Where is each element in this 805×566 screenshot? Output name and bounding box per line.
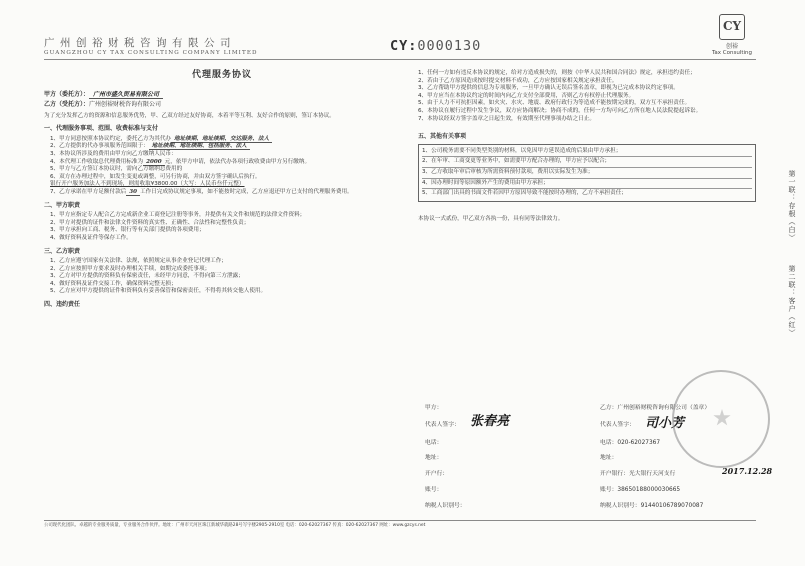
clause-1-7: 7、乙方承诺在甲方足额付款后 30 工作日完成协议规定事项，如不能按时完成，乙方应退还甲方已支付的代理服务费用。 — [50, 188, 353, 195]
party-b-bank: 开户银行：光大银行天河支行 — [600, 471, 676, 477]
party-a-name: 广州市盛久贸易有限公司 — [89, 91, 163, 99]
party-a-signature: 张春亮 — [470, 414, 510, 429]
liability-4: 4、甲方应当在本协议约定的时间内向乙方支付全部费用，否则乙方有权停止代理服务。 — [418, 92, 635, 99]
document-title: 代理服务协议 — [191, 70, 252, 80]
party-b-sign-label: 乙方：广州创裕财税咨询有限公司（盖章） — [600, 405, 711, 411]
section-3-heading: 三、乙方职责 — [44, 247, 81, 255]
clause-1-3: 3、本协议所涉及的费用由甲方向乙方缴纳人民币： — [50, 150, 177, 157]
party-b-rep-label: 代表人签字： — [600, 422, 635, 428]
logo-text-cn: 创裕 — [725, 43, 738, 50]
footer-divider — [44, 520, 756, 521]
clause-2-1: 1、甲方应指定专人配合乙方完成新企业工商登记注册等事务，并提供有关文件和规范的法律文件资料； — [50, 212, 306, 219]
liability-2: 2、若由于乙方原因造成按时提交材料不成功，乙方应按国家相关规定承担责任。 — [418, 77, 618, 84]
party-b-address-label: 地址： — [600, 455, 618, 461]
clause-2-3: 3、甲方承担向工商、税务、银行等有关部门提供的各项费用； — [50, 227, 205, 234]
clause-1-4: 4、本代理工作收取总代理费用标准为 2000 元，依甲方申请，依法代办各项行政收费由甲方另行缴纳。 — [50, 158, 311, 165]
party-b-signature: 司小芳 — [645, 416, 685, 431]
clause-1-5: 5、甲方与乙方签订本协议时，需向乙方缴纳总费用的 — [50, 166, 183, 173]
intro-text: 为了充分发挥乙方的资源和信息服务优势，甲、乙双方经过友好协商，本着平等互利、友好合作的原则，签订本协议。 — [44, 112, 335, 119]
party-b-tel: 电话：020-62027367 — [600, 440, 661, 446]
clause-2-2: 2、甲方对提供的证件和法律文件资料的真实性、正确性、合法性和完整性负责； — [50, 219, 250, 226]
section-1-heading: 一、代理服务事项、范围、收费标准与支付 — [44, 125, 159, 133]
bank-fee-line: 银行开户服务加法人不到现场，则需收取¥3800.00（大写：人民币叁仟元整） — [50, 181, 245, 188]
liability-3: 3、乙方帮助甲方提供的信息为专项服务，一旦甲方确认无误后签名盖章，即视为已完成本协议约定事项。 — [418, 85, 679, 92]
party-a-address-label: 地址： — [425, 455, 443, 461]
clause-3-4: 4、做好资料及证件交接工作，确保资料完整无损； — [50, 280, 177, 287]
header-divider — [44, 59, 756, 60]
party-a-label: 甲方（委托方）： — [44, 90, 90, 98]
fee-amount: 2000 — [143, 159, 165, 166]
other-1: 1、公司税务需要不同类型类别的材料，以免因甲方延误造成的后果由甲方承担； — [422, 147, 752, 158]
serial-prefix: CY: — [390, 38, 418, 54]
logo-mark: CY — [719, 14, 745, 40]
right-column — [418, 70, 756, 223]
other-matters-box — [418, 144, 756, 202]
left-column — [44, 70, 400, 312]
clause-3-2: 2、乙方应按照甲方要求及时办理相关手续，如期完成委托事项； — [50, 265, 211, 272]
handwritten-services: 地址续期、地址续期、交达服务、法人 — [171, 136, 272, 143]
liability-6: 6、本协议在履行过程中发生争议，双方应协商解决；协商不成的，任何一方均可向乙方所在地人民法院提起诉讼。 — [418, 107, 702, 114]
serial-number — [390, 38, 481, 54]
party-b — [44, 100, 400, 110]
other-2: 2、在年审、工商变更等业务中，如需要甲方配合办理的，甲方应予以配合； — [422, 157, 752, 168]
logo-text-en: Tax Consulting — [711, 50, 753, 56]
company-name-cn: 广州创裕财税咨询有限公司 — [44, 37, 236, 49]
party-b-account: 账号：38650188000030665 — [600, 487, 681, 493]
party-b-taxno: 纳税人识别号：91440106789070087 — [600, 503, 704, 509]
liability-7: 7、本协议经双方签字盖章之日起生效，有效期至代理事项办结之日止。 — [418, 115, 595, 122]
party-a-sign-label: 甲方： — [425, 405, 443, 411]
other-3: 3、乙方收取年审后审核为所需资料预付款项，费用以实际发生为准； — [422, 168, 752, 179]
clause-3-3: 3、乙方对甲方提供的资料负有保密责任，未经甲方同意，不得向第三方泄露； — [50, 273, 244, 280]
clause-1-2: 2、乙方提供的代办事项服务范围限于： 地址续期、地址续期、包括服务、法人 — [44, 143, 400, 151]
clause-3-5: 5、乙方应对甲方提供的证件和资料负有妥善保管和保密责任，不得将其转交他人使用。 — [50, 288, 267, 295]
company-logo — [707, 14, 757, 59]
party-a — [44, 90, 400, 100]
section-5-heading: 五、其他有关事项 — [418, 133, 467, 141]
company-seal — [672, 370, 770, 468]
clause-2-4: 4、做好资料及证件等保存工作。 — [50, 234, 132, 241]
footer-text: 公司现代化团队、卓越的专业服务质量，专业服务合作伙伴。地址：广州市天河区珠江新城华就路28号写字楼2905-2910室 电话：020-62027367 传真：020-62027367 网址：www.gzcys.net — [44, 523, 426, 528]
party-a-taxno-label: 纳税人识别号： — [425, 503, 466, 509]
signing-date: 2017.12.28 — [722, 466, 773, 476]
closing-text: 本协议一式贰份，甲乙双方各执一份，具有同等法律效力。 — [418, 215, 564, 222]
section-4-heading: 四、违约责任 — [44, 301, 81, 309]
party-b-label: 乙方（受托方）： — [44, 100, 90, 108]
copy-label-1: 第一联：存根（白） — [788, 170, 796, 242]
other-5: 5、工商部门出具的书面文件若因甲方原因导致不能按时办理的，乙方不承担责任； — [422, 190, 627, 197]
serial-value: 0000130 — [417, 38, 482, 54]
party-a-rep-label: 代表人签字： — [425, 422, 460, 428]
party-a-tel-label: 电话： — [425, 440, 443, 446]
liability-5: 5、由于人力不可抗拒因素，如火灾、水灾、地震、政府行政行为等造成不能按期完成的，双方互不承担责任。 — [418, 100, 691, 107]
handwritten-scope: 地址续期、地址续期、包括服务、法人 — [149, 143, 250, 150]
section-2-heading: 二、甲方职责 — [44, 201, 81, 209]
party-a-bank-label: 开户行： — [425, 471, 449, 477]
other-4: 4、因办理时间等原因额外产生的费用由甲方承担； — [422, 179, 752, 190]
clause-1-1: 1、甲方同意按照本协议约定，委托乙方为其代办 地址续期、地址续期、交达服务、法人 — [44, 136, 400, 144]
copy-label-2: 第二联：客户（红） — [788, 265, 796, 337]
days-value: 30 — [126, 189, 140, 196]
liability-1: 1、任何一方如有违反本协议的规定，给对方造成损失的，则按《中华人民共和国合同法》规定，承担违约责任； — [418, 70, 696, 76]
company-name-en: GUANGZHOU CY TAX CONSULTING COMPANY LIMITED — [44, 50, 258, 56]
clause-1-6: 6、双方在办理过程中，如发生变更或调整，可另行协商，并由双方签字确认后执行。 — [50, 173, 261, 180]
party-a-account-label: 账号： — [425, 487, 443, 493]
party-b-name: 广州创裕财税咨询有限公司 — [89, 100, 162, 108]
clause-3-1: 1、乙方应遵守国家有关法律、法规，依照规定从事企业登记代理工作； — [50, 258, 227, 265]
